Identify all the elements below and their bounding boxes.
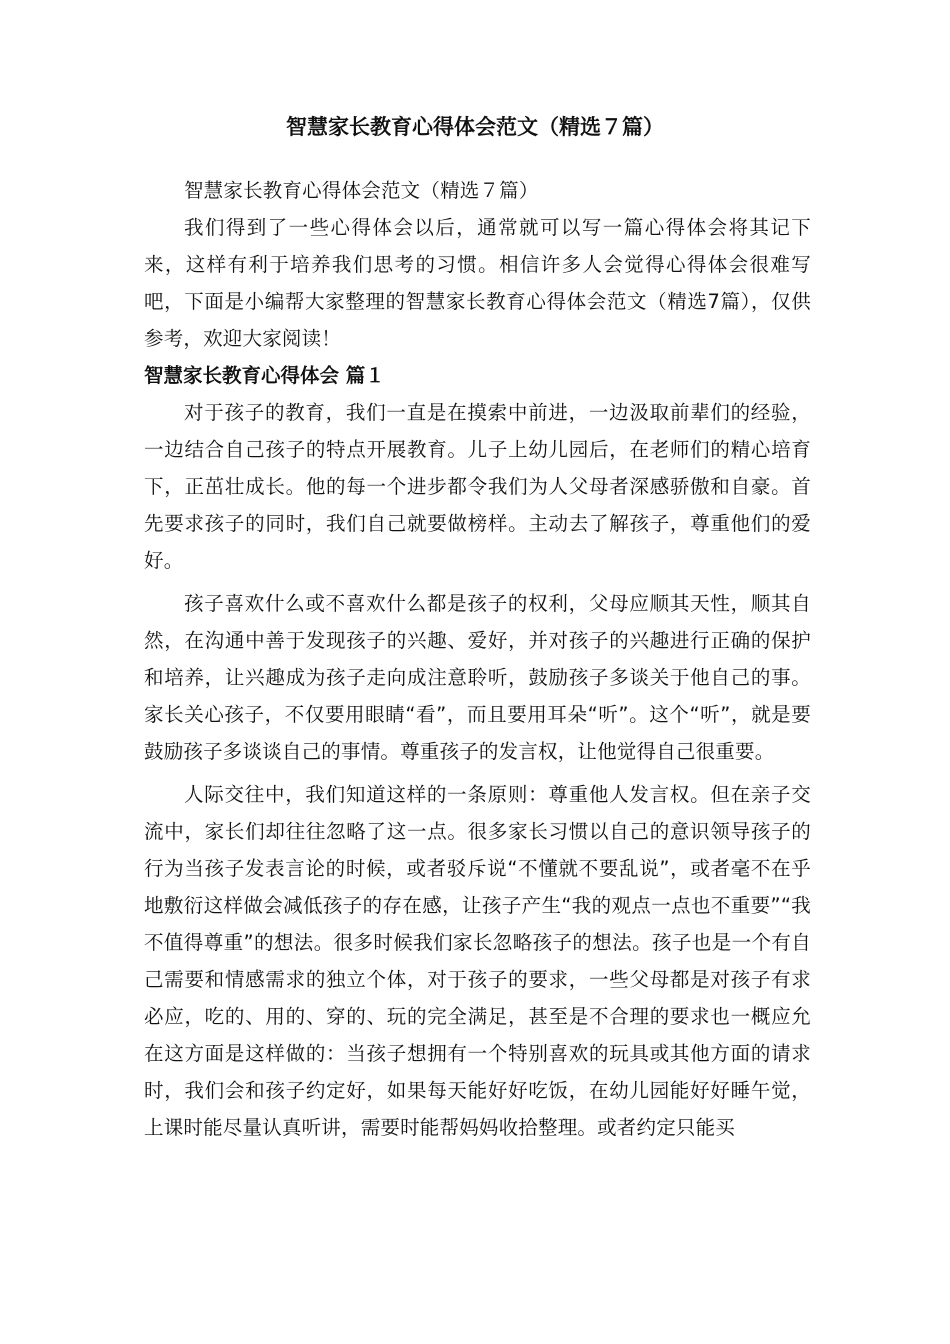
document-title: 智慧家长教育心得体会范文（精选７篇） (286, 115, 664, 139)
subtitle-paragraph: 智慧家长教育心得体会范文（精选７篇） (183, 179, 539, 202)
section-heading: 智慧家长教育心得体会 篇１ (144, 364, 385, 387)
body-paragraph-2: 孩子喜欢什么或不喜欢什么都是孩子的权利，父母应顺其天性，顺其自然，在沟通中善于发现孩子的兴趣、爱好，并对孩子的兴趣进行正确的保护和培养，让兴趣成为孩子走向成注意聆听，鼓励孩子多谈关于他自己的事。家长关心孩子，不仅要用眼睛“看”，而且要用耳朵“听”。这个“听”，就是要鼓励孩子多谈谈自己的事情。尊重孩子的发言权，让他觉得自己很重要。 (144, 592, 811, 763)
intro-paragraph: 我们得到了一些心得体会以后，通常就可以写一篇心得体会将其记下来，这样有利于培养我们思考的习惯。相信许多人会觉得心得体会很难写吧，下面是小编帮大家整理的智慧家长教育心得体会范文（精选7篇），仅供参考，欢迎大家阅读！ (144, 216, 811, 350)
document-body (144, 172, 811, 1146)
body-paragraph-1: 对于孩子的教育，我们一直是在摸索中前进，一边汲取前辈们的经验，一边结合自己孩子的特点开展教育。儿子上幼儿园后，在老师们的精心培育下，正茁壮成长。他的每一个进步都令我们为人父母者深感骄傲和自豪。首先要求孩子的同时，我们自己就要做榜样。主动去了解孩子，尊重他们的爱好。 (144, 401, 811, 572)
body-paragraph-3: 人际交往中，我们知道这样的一条原则：尊重他人发言权。但在亲子交流中，家长们却往往忽略了这一点。很多家长习惯以自己的意识领导孩子的行为当孩子发表言论的时候，或者驳斥说“不懂就不要乱说”，或者毫不在乎地敷衍这样做会减低孩子的存在感，让孩子产生“我的观点一点也不重要”“我不值得尊重”的想法。很多时候我们家长忽略孩子的想法。孩子也是一个有自己需要和情感需求的独立个体，对于孩子的要求，一些父母都是对孩子有求必应，吃的、用的、穿的、玩的完全满足，甚至是不合理的要求也一概应允在这方面是这样做的：当孩子想拥有一个特别喜欢的玩具或其他方面的请求时，我们会和孩子约定好，如果每天能好好吃饭，在幼儿园能好好睡午觉，上课时能尽量认真听讲，需要时能帮妈妈收拾整理。或者约定只能买 (144, 783, 811, 1139)
